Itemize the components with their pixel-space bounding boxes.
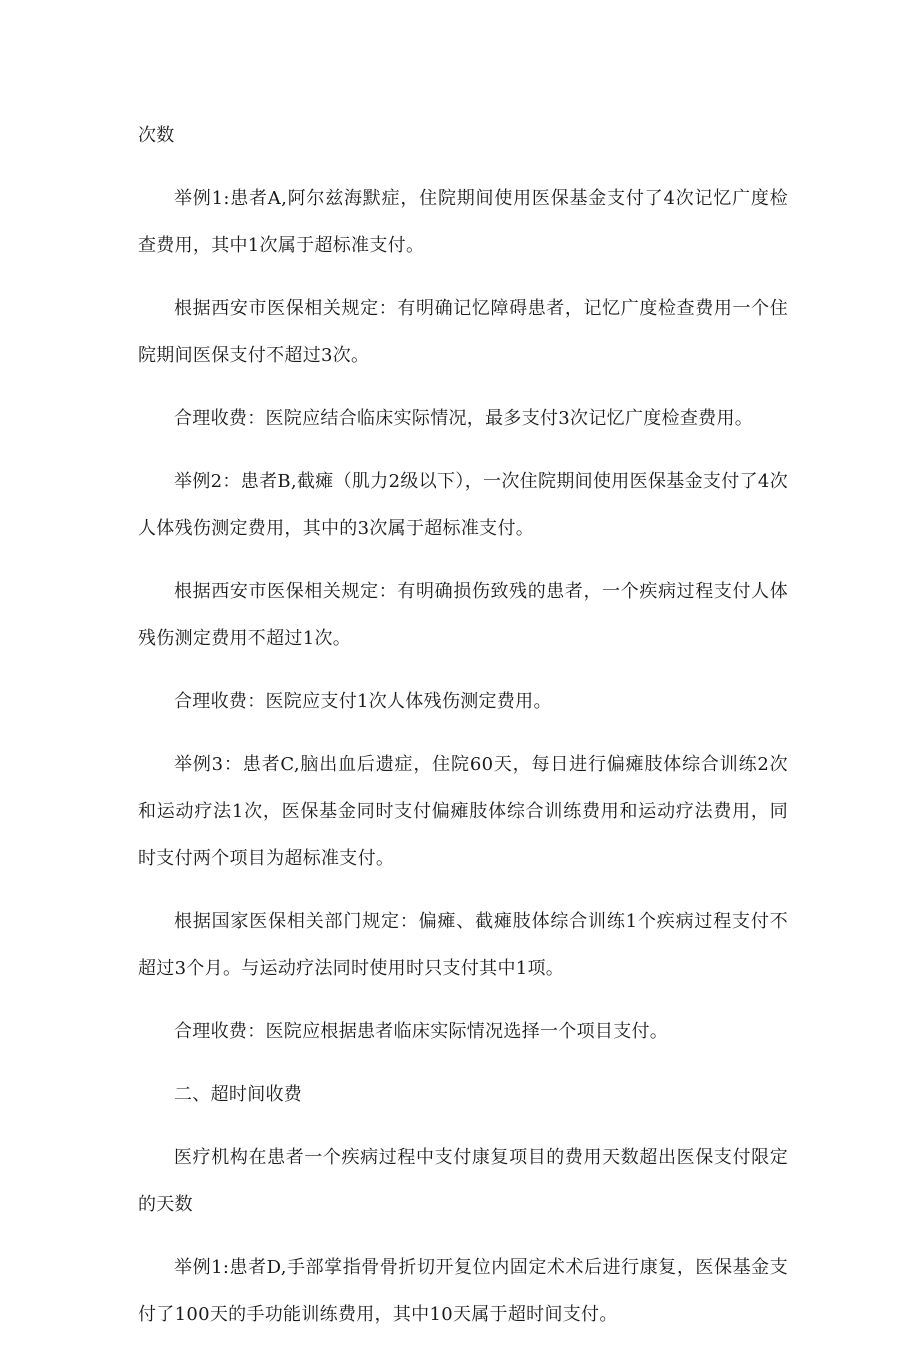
paragraph-reasonable-fee-2: 合理收费：医院应支付1次人体残伤测定费用。 <box>174 691 552 712</box>
paragraph-example-1-d: 举例1:患者D,手部掌指骨骨折切开复位内固定术术后进行康复，医保基金支付了100天的手功能训练费用，其中10天属于超时间支付。 <box>138 1257 788 1325</box>
paragraph-regulation-3: 根据国家医保相关部门规定：偏瘫、截瘫肢体综合训练1个疾病过程支付不超过3个月。与运动疗法同时使用时只支付其中1项。 <box>138 911 788 979</box>
paragraph-regulation-2: 根据西安市医保相关规定：有明确损伤致残的患者，一个疾病过程支付人体残伤测定费用不超过1次。 <box>138 581 788 649</box>
paragraph-example-1-a: 举例1:患者A,阿尔兹海默症，住院期间使用医保基金支付了4次记忆广度检查费用，其中1次属于超标准支付。 <box>138 188 788 256</box>
paragraph-overtime-definition: 医疗机构在患者一个疾病过程中支付康复项目的费用天数超出医保支付限定的天数 <box>138 1147 788 1215</box>
section-heading-overtime-charges: 二、超时间收费 <box>174 1084 303 1105</box>
paragraph-example-2-b: 举例2：患者B,截瘫（肌力2级以下），一次住院期间使用医保基金支付了4次人体残伤测定费用，其中的3次属于超标准支付。 <box>138 471 788 539</box>
paragraph-reasonable-fee-3: 合理收费：医院应根据患者临床实际情况选择一个项目支付。 <box>174 1021 669 1042</box>
paragraph-example-3-c: 举例3：患者C,脑出血后遗症，住院60天，每日进行偏瘫肢体综合训练2次和运动疗法1次，医保基金同时支付偏瘫肢体综合训练费用和运动疗法费用，同时支付两个项目为超标准支付。 <box>138 754 788 869</box>
document-body <box>138 112 788 1354</box>
paragraph-continuation: 次数 <box>138 125 175 146</box>
paragraph-regulation-1: 根据西安市医保相关规定：有明确记忆障碍患者，记忆广度检查费用一个住院期间医保支付不超过3次。 <box>138 298 788 366</box>
paragraph-reasonable-fee-1: 合理收费：医院应结合临床实际情况，最多支付3次记忆广度检查费用。 <box>174 408 754 429</box>
